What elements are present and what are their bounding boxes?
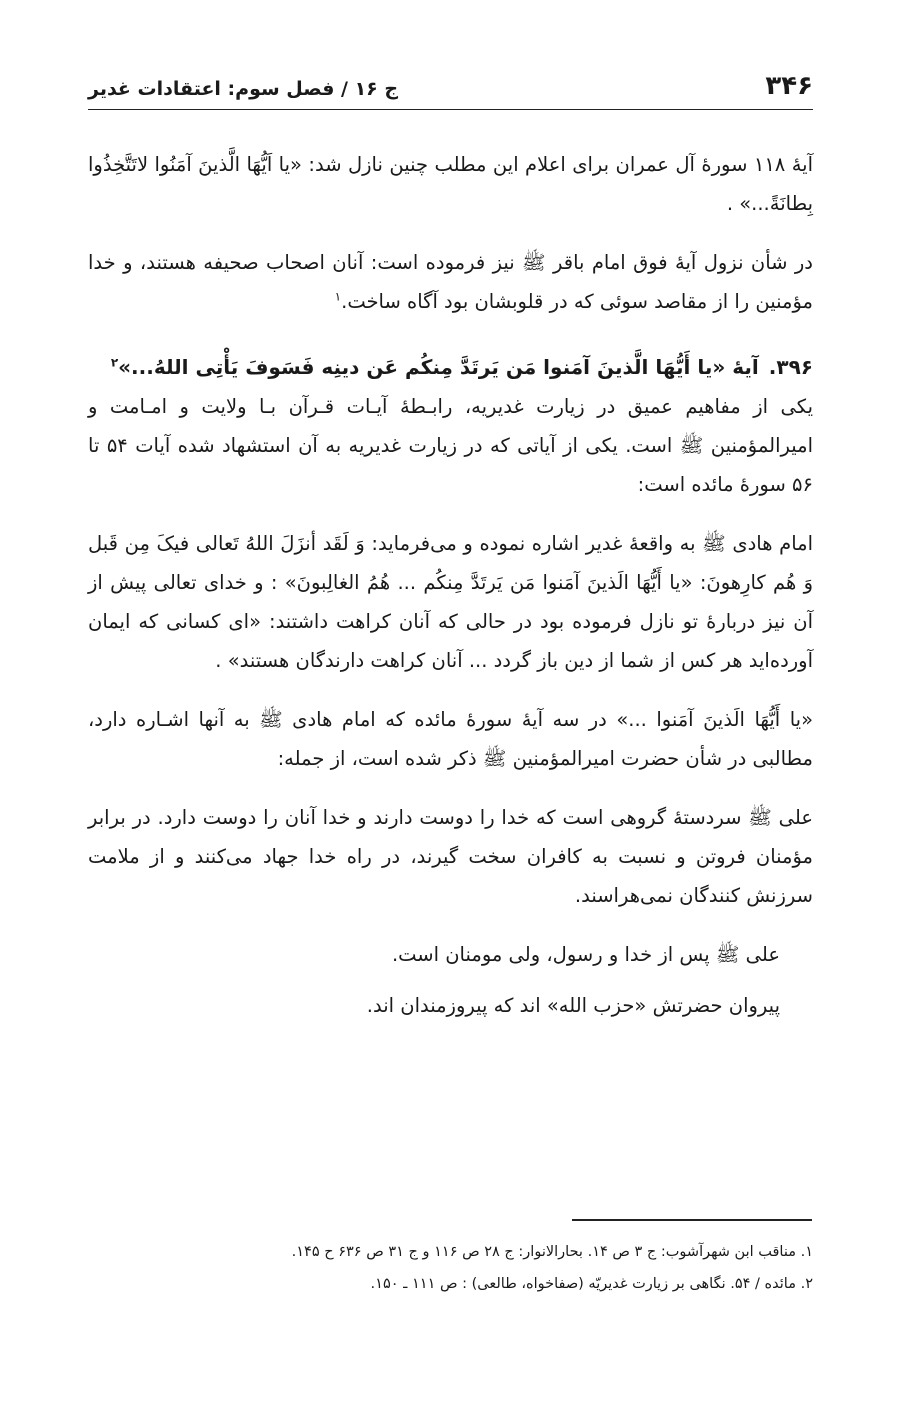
paragraph-8 <box>88 986 813 1025</box>
section-heading <box>88 347 813 387</box>
paragraph-5 <box>88 700 813 778</box>
page-header <box>88 62 813 112</box>
footnote-ref-1: ۱ <box>334 289 342 304</box>
paragraph-7 <box>88 935 813 974</box>
page-number: ۳۴۶ <box>765 71 813 101</box>
paragraph-2 <box>88 243 813 321</box>
paragraph-7-text: علی ﷺ پس از خدا و رسول، ولی مومنان است. <box>391 943 780 966</box>
footnote-ref-2: ۲ <box>110 355 119 370</box>
paragraph-4-text: امام هادی ﷺ به واقعهٔ غدیر اشاره نموده و می‌فرماید: وَ لَقَد أنزَلَ اللهُ تَعالی فیکَ مِن قَبل وَ هُم کارِهونَ: «یا أَیُّهَا الَذینَ آمَنوا مَن یَرتَدَّ مِنکُم ... هُمُ الغالِبونَ» : و خدای تعالی پیش از آن نیز دربارهٔ تو نازل فرموده بود در حالی که آنان کراهت داشتند: «ای کسانی که ایمان آورده‌اید هر کس از شما از دین باز گردد ... آنان کراهت دارندگان هستند» . <box>88 532 813 672</box>
paragraph-2-text: در شأن نزول آیهٔ فوق امام باقر ﷺ نیز فرموده است: آنان اصحاب صحیفه هستند، و خدا مؤمنین را از مقاصد سوئی که در قلوبشان بود آگاه ساخت. <box>88 251 813 313</box>
paragraph-8-text: پیروان حضرتش «حزب الله» اند که پیروزمندان اند. <box>366 994 780 1017</box>
paragraph-5-text: «یا أَیُّهَا الَذینَ آمَنوا ...» در سه آیهٔ سورهٔ مائده که امام هادی ﷺ به آنها اشـاره دارد، مطالبی در شأن حضرت امیرالمؤمنین ﷺ ذکر شده است، از جمله: <box>88 708 813 770</box>
paragraph-3-text: یکی از مفاهیم عمیق در زیارت غدیریه، رابـطهٔ آیـات قـرآن بـا ولایت و امـامت و امیرالمؤمنین ﷺ است. یکی از آیاتی که در زیارت غدیریه به آن استشهاد شده آیات ۵۴ تا ۵۶ سورهٔ مائده است: <box>88 395 813 496</box>
header-rule <box>88 109 813 110</box>
paragraph-4 <box>88 524 813 680</box>
paragraph-1 <box>88 145 813 223</box>
paragraph-6-text: علی ﷺ سردستهٔ گروهی است که خدا را دوست دارند و خدا آنان را دوست دارد. در برابر مؤمنان فروتن و نسبت به کافران سخت گیرند، در راه خدا جهاد می‌کنند و از ملامت سرزنش کنندگان نمی‌هراسند. <box>88 806 813 907</box>
footnote-2: ۲. مائده / ۵۴. نگاهی بر زیارت غدیریّه (صفاخواه، طالعی) : ص ۱۱۱ ـ ۱۵۰. <box>370 1276 813 1292</box>
body-text <box>88 145 813 1037</box>
paragraph-6 <box>88 798 813 915</box>
section-number: ۳۹۶. <box>768 355 813 379</box>
footnote-1: ۱. مناقب ابن شهرآشوب: ج ۳ ص ۱۴. بحارالانوار: ج ۲۸ ص ۱۱۶ و ج ۳۱ ص ۶۳۶ ح ۱۴۵. <box>291 1244 813 1260</box>
footnote-rule <box>572 1219 812 1221</box>
running-head: ج ۱۶ / فصل سوم: اعتقادات غدیر <box>88 78 399 100</box>
paragraph-1-text: آیهٔ ۱۱۸ سورهٔ آل عمران برای اعلام این مطلب چنین نازل شد: «یا اَیُّهَا الَّذینَ آمَنُوا لاتَتَّخِذُوا بِطانَةً...» . <box>88 153 813 215</box>
section-title: آیهٔ «یا أَیُّهَا الَّذینَ آمَنوا مَن یَرتَدَّ مِنکُم عَن دینِه فَسَوفَ یَأْتِی اللهُ...» <box>118 355 759 379</box>
paragraph-3 <box>88 387 813 504</box>
footnotes <box>88 1236 813 1300</box>
